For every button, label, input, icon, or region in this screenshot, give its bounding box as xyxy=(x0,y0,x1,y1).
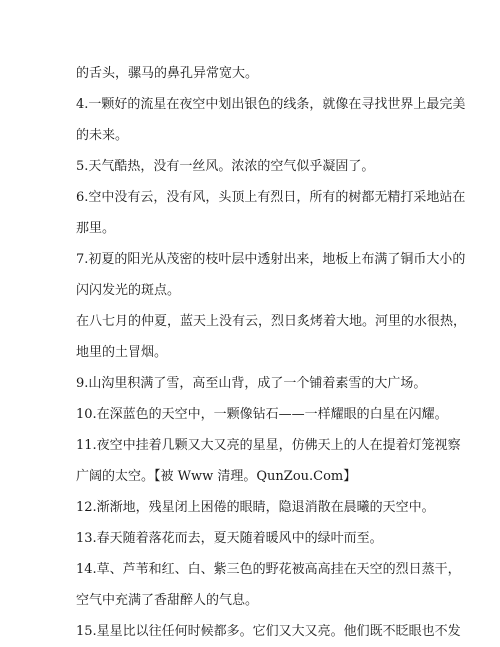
text-line: 9.山沟里积满了雪，高至山背，成了一个铺着素雪的大广场。 xyxy=(76,376,427,391)
text-line: 4.一颗好的流星在夜空中划出银色的线条，就像在寻找世界上最完美 xyxy=(76,97,466,112)
text-line: 在八七月的仲夏，蓝天上没有云，烈日炙烤着大地。河里的水很热， xyxy=(76,314,467,329)
text-line: 空气中充满了香甜醉人的气息。 xyxy=(76,593,259,608)
text-line: 13.春天随着落花而去，夏天随着暖风中的绿叶而至。 xyxy=(76,531,383,546)
text-line: 11.夜空中挂着几颗又大又亮的星星，仿佛天上的人在提着灯笼视察 xyxy=(76,438,461,453)
document-body xyxy=(76,58,496,647)
text-line: 的未来。 xyxy=(76,128,129,143)
text-line: 5.天气酷热，没有一丝风。浓浓的空气似乎凝固了。 xyxy=(76,159,375,174)
text-line: 10.在深蓝色的天空中，一颗像钻石——一样耀眼的白星在闪耀。 xyxy=(76,407,448,422)
text-line: 14.草、芦苇和红、白、紫三色的野花被高高挂在天空的烈日蒸干， xyxy=(76,562,461,577)
text-line: 闪闪发光的斑点。 xyxy=(76,283,181,298)
text-line: 那里。 xyxy=(76,221,116,236)
text-line: 12.渐渐地，残星闭上困倦的眼睛，隐退消散在晨曦的天空中。 xyxy=(76,500,435,515)
text-line: 广阔的太空。【被 Www 清理。QunZou.Com】 xyxy=(76,469,357,484)
text-line: 地里的土冒烟。 xyxy=(76,345,168,360)
text-line: 的舌头，骡马的鼻孔异常宽大。 xyxy=(76,66,259,81)
text-line: 15.星星比以往任何时候都多。它们又大又亮。他们既不眨眼也不发 xyxy=(76,624,461,639)
text-line: 6.空中没有云，没有风，头顶上有烈日，所有的树都无精打采地站在 xyxy=(76,190,466,205)
text-line: 7.初夏的阳光从茂密的枝叶层中透射出来，地板上布满了铜币大小的 xyxy=(76,252,466,267)
